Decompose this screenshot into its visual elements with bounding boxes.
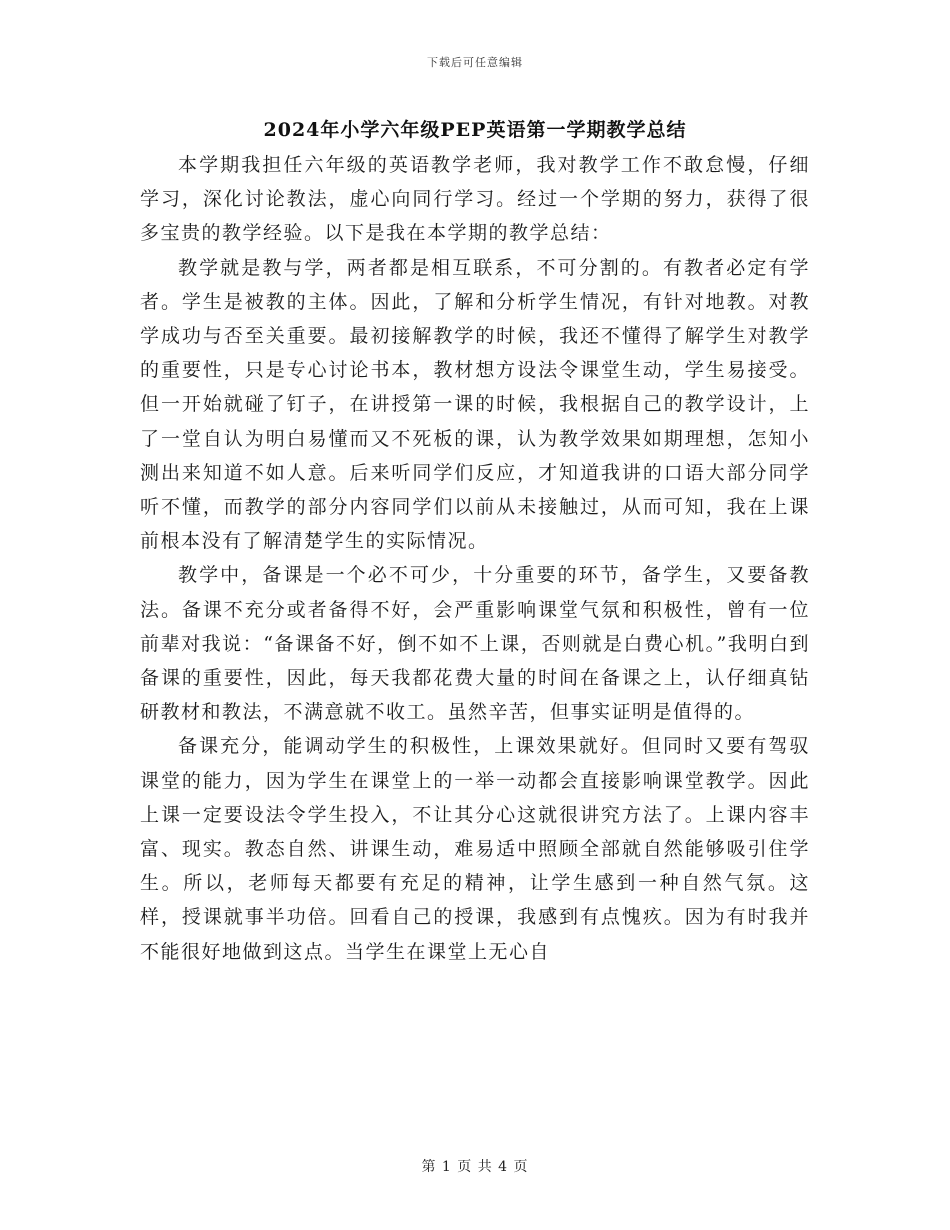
paragraph-lesson-preparation: 教学中，备课是一个必不可少，十分重要的环节，备学生，又要备教法。备课不充分或者备得不好，会严重影响课堂气氛和积极性，曾有一位前辈对我说：“备课备不好，倒不如不上课，否则就是白费心机。”我明白到备课的重要性，因此，每天我都花费大量的时间在备课之上，认仔细真钻研教材和教法，不满意就不收工。虽然辛苦，但事实证明是值得的。 <box>140 564 810 724</box>
paragraph-classroom-control: 备课充分，能调动学生的积极性，上课效果就好。但同时又要有驾驭课堂的能力，因为学生在课堂上的一举一动都会直接影响课堂教学。因此上课一定要设法令学生投入，不让其分心这就很讲究方法了。上课内容丰富、现实。教态自然、讲课生动，难易适中照顾全部就自然能够吸引住学生。所以，老师每天都要有充足的精神，让学生感到一种自然气氛。这样，授课就事半功倍。回看自己的授课，我感到有点愧疚。因为有时我并不能很好地做到这点。当学生在课堂上无心自 <box>140 735 810 963</box>
header-note: 下载后可任意编辑 <box>427 56 523 69</box>
document-body <box>140 148 810 969</box>
document-title: 2024年小学六年级PEP英语第一学期教学总结 <box>263 119 687 141</box>
paragraph-intro: 本学期我担任六年级的英语教学老师，我对教学工作不敢怠慢，仔细学习，深化讨论教法，虚心向同行学习。经过一个学期的努力，获得了很多宝贵的教学经验。以下是我在本学期的教学总结： <box>140 154 810 245</box>
paragraph-understanding-students: 教学就是教与学，两者都是相互联系，不可分割的。有教者必定有学者。学生是被教的主体。因此，了解和分析学生情况，有针对地教。对教学成功与否至关重要。最初接解教学的时候，我还不懂得了解学生对教学的重要性，只是专心讨论书本，教材想方设法令课堂生动，学生易接受。但一开始就碰了钉子，在讲授第一课的时候，我根据自己的教学设计，上了一堂自认为明白易懂而又不死板的课，认为教学效果如期理想，怎知小测出来知道不如人意。后来听同学们反应，才知道我讲的口语大部分同学听不懂，而教学的部分内容同学们以前从未接触过，从而可知，我在上课前根本没有了解清楚学生的实际情况。 <box>140 256 810 553</box>
page-number: 第 1 页 共 4 页 <box>421 1159 529 1175</box>
